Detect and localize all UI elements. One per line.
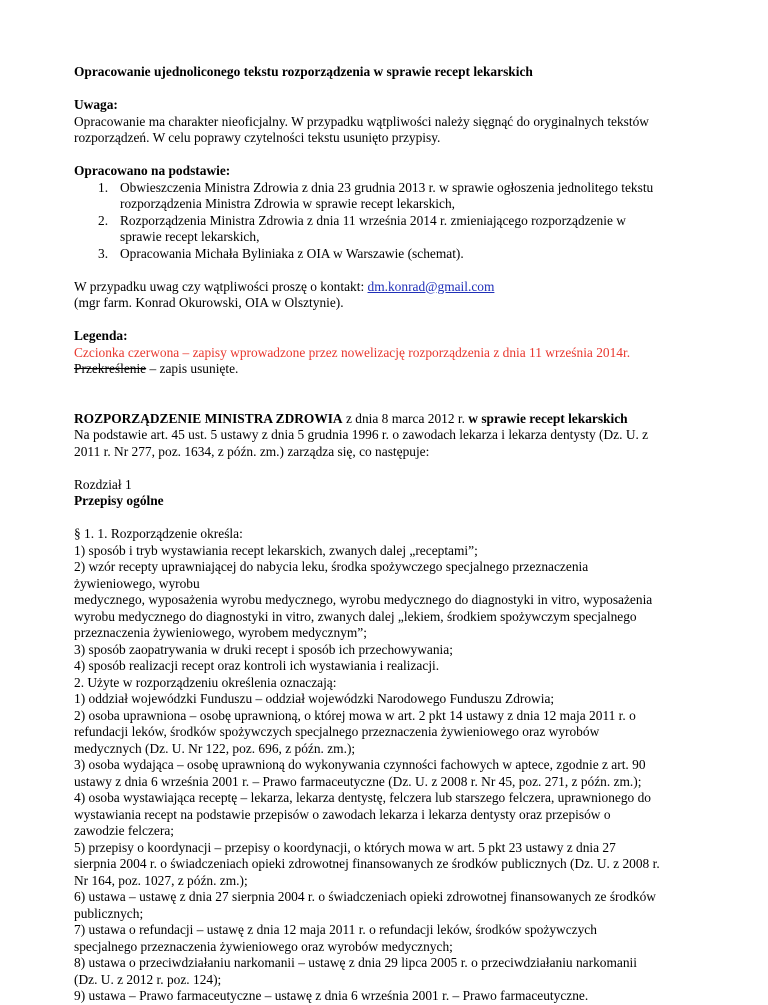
- text-line: Nr 164, poz. 1027, z późn. zm.);: [74, 872, 248, 888]
- list-text: Opracowania Michała Byliniaka z OIA w Warszawie (schemat).: [120, 245, 464, 261]
- text-line: 3) osoba wydająca – osobę uprawnioną do wykonywania czynności fachowych w aptece, zgodnie z art. 90: [74, 757, 646, 772]
- chapter-title: Przepisy ogólne: [74, 493, 164, 508]
- text-line: wystawiania recept na podstawie przepisów o zawodach lekarza i lekarza dentysty oraz przepisów o: [74, 806, 611, 822]
- legend-strike-word: Przekreślenie: [74, 361, 147, 376]
- text-line: wyrobu medycznego do diagnostyki in vitro, zwanych dalej „lekiem, środkiem spożywczym specjalnego: [74, 608, 637, 624]
- text-line: 4) osoba wystawiająca receptę – lekarza, lekarza dentystę, felczera lub starszego felczera, uprawnionego do: [74, 790, 651, 805]
- text-line: medycznych (Dz. U. Nr 122, poz. 696, z późn. zm.);: [74, 740, 356, 756]
- text-line: 9) ustawa – Prawo farmaceutyczne – ustawę z dnia 6 września 2001 r. – Prawo farmaceutyczne.: [74, 988, 589, 1003]
- contact-line: W przypadku uwag czy wątpliwości proszę o kontakt: dm.konrad@gmail.com: [74, 278, 495, 294]
- note-section: [74, 97, 704, 147]
- document-title: Opracowanie ujednoliconego tekstu rozporządzenia w sprawie recept lekarskich: [74, 64, 533, 79]
- list-number: 1.: [98, 179, 109, 195]
- legend-section: [74, 328, 704, 378]
- text-line: 2) wzór recepty uprawniającej do nabycia leku, środka spożywczego specjalnego przeznaczenia: [74, 559, 589, 574]
- legend-heading: Legenda:: [74, 328, 128, 343]
- text-line: medycznego, wyposażenia wyrobu medycznego, wyrobu medycznego do diagnostyki in vitro, wyposażenia: [74, 592, 653, 607]
- text-line: refundacji leków, środków spożywczych specjalnego przeznaczenia żywieniowego oraz wyrobów: [74, 724, 600, 739]
- text-line: 4) sposób realizacji recept oraz kontroli ich wystawiania i realizacji.: [74, 658, 440, 673]
- list-text: rozporządzenia Ministra Zdrowia w sprawie recept lekarskich,: [120, 196, 455, 211]
- regulation-title: ROZPORZĄDZENIE MINISTRA ZDROWIA z dnia 8 marca 2012 r. w sprawie recept lekarskich: [74, 410, 628, 426]
- text-line: publicznych;: [74, 905, 144, 921]
- regulation-basis-line: 2011 r. Nr 277, poz. 1634, z późn. zm.) zarządza się, co następuje:: [74, 443, 430, 459]
- basis-heading: Opracowano na podstawie:: [74, 163, 231, 178]
- text-line: § 1. 1. Rozporządzenie określa:: [74, 526, 243, 541]
- chapter-label: Rozdział 1: [74, 476, 132, 492]
- text-line: 1) sposób i tryb wystawiania recept lekarskich, zwanych dalej „receptami”;: [74, 542, 478, 558]
- list-item: [74, 180, 704, 213]
- text-line: 1) oddział wojewódzki Funduszu – oddział wojewódzki Narodowego Funduszu Zdrowia;: [74, 691, 555, 706]
- list-text: Obwieszczenia Ministra Zdrowia z dnia 23 grudnia 2013 r. w sprawie ogłoszenia jednolitego tekstu: [120, 179, 654, 195]
- list-item: [74, 246, 704, 263]
- email-link[interactable]: dm.konrad@gmail.com: [367, 278, 495, 294]
- text-line: 2. Użyte w rozporządzeniu określenia oznaczają:: [74, 674, 337, 690]
- note-line: Opracowanie ma charakter nieoficjalny. W przypadku wątpliwości należy sięgnąć do oryginalnych tekstów: [74, 113, 649, 129]
- text-line: żywieniowego, wyrobu: [74, 575, 200, 591]
- basis-section: [74, 163, 704, 262]
- text-line: 5) przepisy o koordynacji – przepisy o koordynacji, o których mowa w art. 5 pkt 23 ustawy z dnia 27: [74, 839, 616, 855]
- regulation-basis-line: Na podstawie art. 45 ust. 5 ustawy z dnia 5 grudnia 1996 r. o zawodach lekarza i lekarza dentysty (Dz. U. z: [74, 427, 649, 442]
- text-line: 8) ustawa o przeciwdziałaniu narkomanii – ustawę z dnia 29 lipca 2005 r. o przeciwdziałaniu narkomanii: [74, 955, 637, 970]
- regulation-header: [74, 411, 704, 461]
- legend-red-text: Czcionka czerwona – zapisy wprowadzone przez nowelizację rozporządzenia z dnia 11 września 2014r.: [74, 344, 631, 360]
- basis-list: [74, 180, 704, 263]
- note-line: rozporządzeń. W celu poprawy czytelności tekstu usunięto przypisy.: [74, 130, 441, 145]
- list-text: Rozporządzenia Ministra Zdrowia z dnia 11 września 2014 r. zmieniającego rozporządzenie w: [120, 212, 626, 228]
- list-item: [74, 213, 704, 246]
- list-number: 2.: [98, 212, 109, 228]
- text-line: 6) ustawa – ustawę z dnia 27 sierpnia 2004 r. o świadczeniach opieki zdrowotnej finansowanych ze środków: [74, 889, 656, 904]
- chapter-heading: [74, 477, 704, 510]
- text-line: 3) sposób zaopatrywania w druki recept i sposób ich przechowywania;: [74, 641, 453, 657]
- text-line: sierpnia 2004 r. o świadczeniach opieki zdrowotnej finansowanych ze środków publicznych (Dz. U. z 2008 r.: [74, 856, 660, 871]
- text-line: 2) osoba uprawniona – osobę uprawnioną, o której mowa w art. 2 pkt 14 ustawy z dnia 12 maja 2011 r. o: [74, 707, 636, 723]
- contact-section: [74, 279, 704, 312]
- list-text: sprawie recept lekarskich,: [120, 229, 260, 244]
- text-line: specjalnego przeznaczenia żywieniowego oraz wyrobów medycznych;: [74, 938, 453, 954]
- text-line: 7) ustawa o refundacji – ustawę z dnia 12 maja 2011 r. o refundacji leków, środków spożywczych: [74, 922, 597, 937]
- text-line: przeznaczenia żywieniowego, wyrobem medycznym”;: [74, 625, 367, 640]
- legend-strike-line: Przekreślenie – zapis usunięte.: [74, 361, 239, 376]
- document-page: [74, 64, 704, 1005]
- paragraph-1: [74, 526, 704, 1005]
- note-heading: Uwaga:: [74, 97, 118, 112]
- contact-signature: (mgr farm. Konrad Okurowski, OIA w Olsztynie).: [74, 295, 344, 310]
- text-line: zawodzie felczera;: [74, 823, 174, 838]
- list-number: 3.: [98, 245, 109, 261]
- text-line: (Dz. U. z 2012 r. poz. 124);: [74, 971, 222, 987]
- text-line: ustawy z dnia 6 września 2001 r. – Prawo farmaceutyczne (Dz. U. z 2008 r. Nr 45, poz. 271, z późn. zm.);: [74, 773, 642, 789]
